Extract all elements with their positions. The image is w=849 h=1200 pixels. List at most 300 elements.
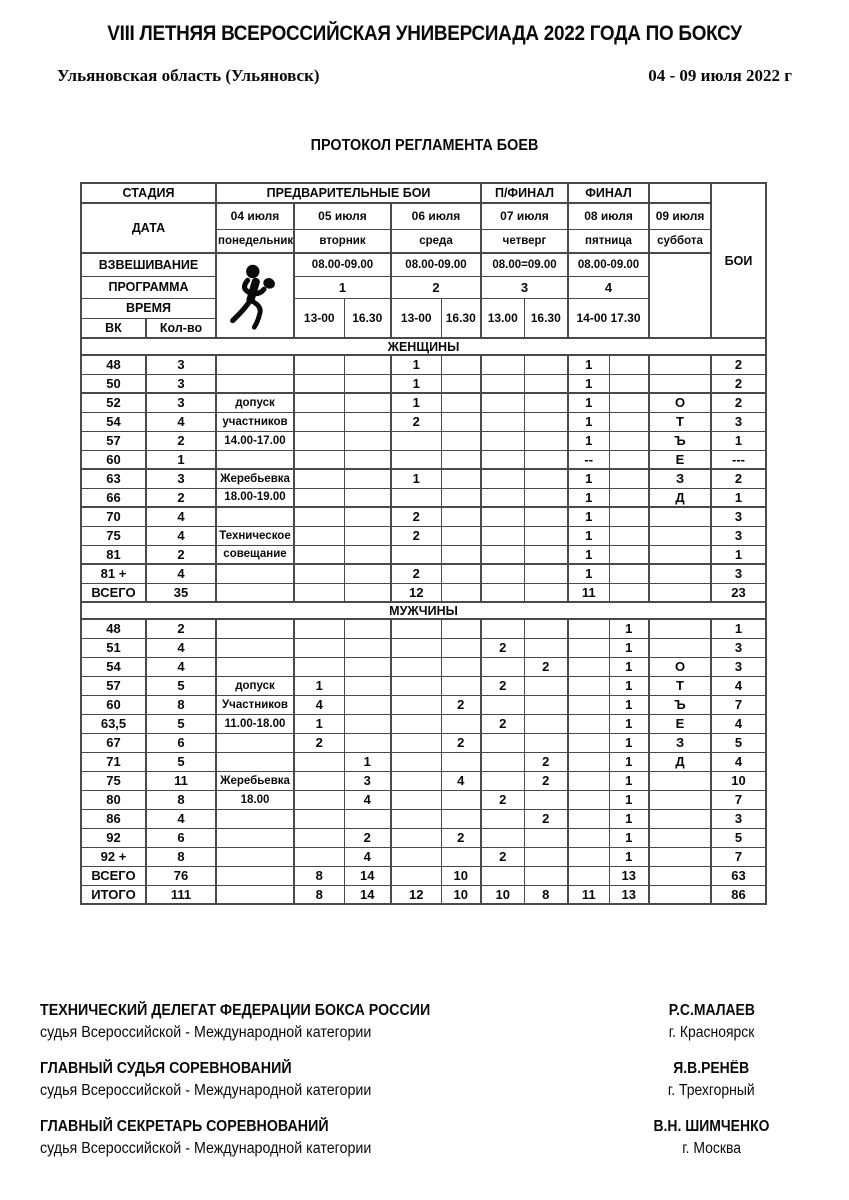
count-cell: 3 — [146, 374, 216, 393]
schedule-cell: 1 — [568, 469, 609, 488]
page-title — [0, 22, 849, 46]
schedule-cell — [294, 583, 344, 602]
schedule-cell — [481, 771, 524, 790]
location-label: Ульяновская область (Ульяновск) — [57, 66, 320, 85]
schedule-cell — [609, 469, 649, 488]
schedule-cell — [649, 771, 711, 790]
weight-class-cell: 70 — [81, 507, 146, 526]
schedule-cell — [294, 355, 344, 374]
schedule-cell — [441, 657, 481, 676]
schedule-cell: 1 — [294, 714, 344, 733]
note-cell — [216, 638, 294, 657]
official-city: г. Москва — [682, 1140, 741, 1157]
schedule-cell: 1 — [609, 828, 649, 847]
schedule-cell: 2 — [294, 733, 344, 752]
schedule-cell — [481, 431, 524, 450]
schedule-cell — [441, 676, 481, 695]
schedule-cell: 2 — [524, 809, 568, 828]
schedule-cell: 1 — [568, 393, 609, 412]
schedule-cell — [649, 507, 711, 526]
note-cell — [216, 564, 294, 583]
boxer-icon-cell — [216, 253, 294, 338]
note-cell — [216, 355, 294, 374]
table-row — [81, 752, 766, 771]
date-label: ДАТА — [81, 203, 216, 253]
date-cell: 06 июля — [391, 203, 481, 229]
session-time-cell: 16.30 — [524, 298, 568, 338]
count-cell: 4 — [146, 412, 216, 431]
weekday-cell: понедельник — [216, 229, 294, 253]
schedule-cell — [524, 488, 568, 507]
bouts-cell: 4 — [711, 752, 766, 771]
program-number-cell: 1 — [294, 276, 391, 298]
schedule-cell — [294, 847, 344, 866]
note-cell: Жеребьевка — [216, 771, 294, 790]
bouts-cell: 2 — [711, 374, 766, 393]
weight-class-cell: 92 + — [81, 847, 146, 866]
schedule-cell — [391, 450, 441, 469]
count-label: Кол-во — [146, 318, 216, 338]
schedule-cell — [609, 431, 649, 450]
section-header-row — [81, 338, 766, 355]
prelim-label: ПРЕДВАРИТЕЛЬНЫЕ БОИ — [216, 183, 481, 203]
schedule-cell: 1 — [609, 771, 649, 790]
schedule-cell — [294, 790, 344, 809]
schedule-cell — [649, 809, 711, 828]
schedule-cell — [391, 545, 441, 564]
schedule-cell — [441, 583, 481, 602]
schedule-cell — [441, 431, 481, 450]
count-cell: 2 — [146, 488, 216, 507]
schedule-cell — [344, 657, 391, 676]
date-cell: 05 июля — [294, 203, 391, 229]
bouts-cell: 5 — [711, 733, 766, 752]
table-row — [81, 828, 766, 847]
note-cell — [216, 507, 294, 526]
schedule-cell — [481, 866, 524, 885]
weighin-time-cell: 08.00-09.00 — [294, 253, 391, 276]
note-cell: Жеребьевка — [216, 469, 294, 488]
section-header-row — [81, 602, 766, 619]
schedule-cell — [649, 619, 711, 638]
schedule-cell: 2 — [481, 714, 524, 733]
schedule-cell: 8 — [294, 866, 344, 885]
schedule-cell: -- — [568, 450, 609, 469]
schedule-cell — [344, 676, 391, 695]
schedule-cell — [481, 583, 524, 602]
schedule-cell: 1 — [568, 374, 609, 393]
schedule-cell — [649, 638, 711, 657]
table-row — [81, 488, 766, 507]
schedule-cell — [441, 564, 481, 583]
schedule-cell — [344, 809, 391, 828]
schedule-cell — [524, 790, 568, 809]
note-cell — [216, 374, 294, 393]
weighin-label: ВЗВЕШИВАНИЕ — [81, 253, 216, 276]
schedule-cell — [568, 771, 609, 790]
schedule-cell: 1 — [609, 847, 649, 866]
weighin-time-cell: 08.00=09.00 — [481, 253, 568, 276]
schedule-cell: Е — [649, 714, 711, 733]
count-cell: 5 — [146, 676, 216, 695]
schedule-cell — [649, 866, 711, 885]
count-cell: 3 — [146, 393, 216, 412]
table-row — [81, 847, 766, 866]
official-entry — [40, 1000, 819, 1044]
schedule-cell: 2 — [481, 790, 524, 809]
schedule-cell: 1 — [609, 809, 649, 828]
schedule-cell — [391, 619, 441, 638]
schedule-cell — [481, 564, 524, 583]
schedule-cell — [481, 393, 524, 412]
event-dates-label: 04 - 09 июля 2022 г — [648, 66, 792, 85]
count-cell: 4 — [146, 507, 216, 526]
schedule-cell — [441, 393, 481, 412]
weight-class-cell: 57 — [81, 676, 146, 695]
note-cell — [216, 885, 294, 904]
schedule-cell — [481, 412, 524, 431]
weight-class-cell: 75 — [81, 771, 146, 790]
weight-class-cell: ВСЕГО — [81, 583, 146, 602]
schedule-cell — [481, 733, 524, 752]
schedule-cell: 14 — [344, 866, 391, 885]
table-row — [81, 374, 766, 393]
table-row — [81, 583, 766, 602]
schedule-cell — [294, 393, 344, 412]
officials-block — [40, 1000, 819, 1174]
schedule-cell: 4 — [344, 790, 391, 809]
count-cell: 8 — [146, 790, 216, 809]
schedule-cell — [524, 847, 568, 866]
table-row — [81, 450, 766, 469]
schedule-cell: 1 — [391, 469, 441, 488]
schedule-cell — [481, 752, 524, 771]
table-row — [81, 469, 766, 488]
schedule-cell — [344, 526, 391, 545]
weighin-time-cell: 08.00-09.00 — [568, 253, 649, 276]
schedule-cell: 3 — [344, 771, 391, 790]
schedule-cell — [649, 828, 711, 847]
protocol-title-text: ПРОТОКОЛ РЕГЛАМЕНТА БОЕВ — [310, 137, 539, 154]
schedule-cell — [344, 507, 391, 526]
bouts-cell: 2 — [711, 393, 766, 412]
note-cell: 11.00-18.00 — [216, 714, 294, 733]
weight-class-cell: 75 — [81, 526, 146, 545]
schedule-cell: 2 — [391, 526, 441, 545]
schedule-cell: О — [649, 657, 711, 676]
schedule-cell: 1 — [609, 638, 649, 657]
table-row — [81, 619, 766, 638]
schedule-cell — [441, 412, 481, 431]
schedule-cell — [609, 374, 649, 393]
schedule-cell — [524, 733, 568, 752]
stage-empty-cell — [649, 183, 711, 203]
schedule-cell — [391, 638, 441, 657]
bouts-cell: 5 — [711, 828, 766, 847]
schedule-cell — [481, 355, 524, 374]
program-number-cell: 4 — [568, 276, 649, 298]
schedule-cell: 1 — [391, 374, 441, 393]
schedule-cell — [391, 733, 441, 752]
weekday-cell: суббота — [649, 229, 711, 253]
official-title: ТЕХНИЧЕСКИЙ ДЕЛЕГАТ ФЕДЕРАЦИИ БОКСА РОССИИ — [40, 1002, 431, 1019]
schedule-cell — [609, 507, 649, 526]
note-cell: допуск — [216, 676, 294, 695]
schedule-cell: 2 — [481, 847, 524, 866]
schedule-cell — [524, 450, 568, 469]
program-number-cell: 2 — [391, 276, 481, 298]
count-cell: 4 — [146, 657, 216, 676]
schedule-cell — [441, 847, 481, 866]
schedule-cell: 1 — [568, 355, 609, 374]
schedule-cell: Е — [649, 450, 711, 469]
official-name: В.Н. ШИМЧЕНКО — [653, 1118, 770, 1135]
weight-class-cell: 63,5 — [81, 714, 146, 733]
schedule-cell: 4 — [294, 695, 344, 714]
table-row — [81, 526, 766, 545]
schedule-cell: 1 — [609, 752, 649, 771]
schedule-cell — [294, 619, 344, 638]
schedule-cell — [481, 695, 524, 714]
schedule-cell: 1 — [568, 412, 609, 431]
bouts-cell: 3 — [711, 809, 766, 828]
note-cell — [216, 657, 294, 676]
schedule-cell — [294, 469, 344, 488]
note-cell: совещание — [216, 545, 294, 564]
final-label: ФИНАЛ — [568, 183, 649, 203]
schedule-cell — [294, 526, 344, 545]
schedule-cell: Д — [649, 752, 711, 771]
schedule-cell — [391, 752, 441, 771]
schedule-cell — [294, 638, 344, 657]
saturday-empty-cell — [649, 253, 711, 338]
table-row — [81, 431, 766, 450]
page-title-text: VIII ЛЕТНЯЯ ВСЕРОССИЙСКАЯ УНИВЕРСИАДА 2022 ГОДА ПО БОКСУ — [107, 22, 742, 45]
schedule-cell — [524, 431, 568, 450]
note-cell — [216, 583, 294, 602]
schedule-cell: 1 — [609, 714, 649, 733]
schedule-cell — [609, 412, 649, 431]
schedule-cell — [441, 488, 481, 507]
weight-class-cell: 54 — [81, 412, 146, 431]
table-row — [81, 790, 766, 809]
schedule-cell: 4 — [441, 771, 481, 790]
schedule-cell — [524, 469, 568, 488]
schedule-cell — [294, 564, 344, 583]
schedule-cell: 1 — [294, 676, 344, 695]
schedule-cell — [568, 676, 609, 695]
table-row — [81, 771, 766, 790]
weight-class-cell: 48 — [81, 355, 146, 374]
count-cell: 4 — [146, 564, 216, 583]
schedule-cell — [294, 450, 344, 469]
schedule-cell — [441, 526, 481, 545]
table-row — [81, 714, 766, 733]
bouts-cell: 3 — [711, 412, 766, 431]
weekday-cell: вторник — [294, 229, 391, 253]
count-cell: 2 — [146, 545, 216, 564]
schedule-cell — [294, 374, 344, 393]
schedule-cell — [441, 545, 481, 564]
official-entry — [40, 1116, 819, 1160]
schedule-cell: 1 — [568, 526, 609, 545]
schedule-cell — [649, 790, 711, 809]
schedule-cell — [609, 355, 649, 374]
schedule-cell: 2 — [524, 771, 568, 790]
schedule-cell — [294, 545, 344, 564]
official-subtitle: судья Всероссийской - Международной категории — [40, 1024, 372, 1041]
table-row — [81, 507, 766, 526]
session-time-cell: 13.00 — [481, 298, 524, 338]
schedule-cell — [649, 545, 711, 564]
note-cell: Участников — [216, 695, 294, 714]
bouts-cell: 3 — [711, 657, 766, 676]
semifinal-label: П/ФИНАЛ — [481, 183, 568, 203]
schedule-cell — [568, 638, 609, 657]
note-cell: допуск — [216, 393, 294, 412]
bouts-cell: 1 — [711, 545, 766, 564]
schedule-cell — [294, 488, 344, 507]
schedule-cell — [294, 809, 344, 828]
schedule-cell: 10 — [481, 885, 524, 904]
schedule-cell — [524, 526, 568, 545]
schedule-cell — [391, 657, 441, 676]
schedule-cell — [391, 828, 441, 847]
weight-class-cell: 67 — [81, 733, 146, 752]
table-row — [81, 657, 766, 676]
schedule-cell — [524, 828, 568, 847]
weight-class-cell: 50 — [81, 374, 146, 393]
note-cell: Техническое — [216, 526, 294, 545]
date-cell: 08 июля — [568, 203, 649, 229]
bouts-cell: 2 — [711, 469, 766, 488]
bouts-cell: 1 — [711, 488, 766, 507]
schedule-cell — [609, 488, 649, 507]
bouts-cell: 23 — [711, 583, 766, 602]
schedule-cell — [344, 714, 391, 733]
schedule-cell — [524, 638, 568, 657]
bouts-cell: 7 — [711, 695, 766, 714]
schedule-cell: 2 — [391, 507, 441, 526]
schedule-cell — [481, 469, 524, 488]
schedule-cell — [344, 431, 391, 450]
schedule-cell — [568, 714, 609, 733]
schedule-cell: 1 — [391, 355, 441, 374]
schedule-cell — [609, 564, 649, 583]
weight-class-cell: 54 — [81, 657, 146, 676]
schedule-cell — [481, 507, 524, 526]
schedule-cell — [481, 374, 524, 393]
bouts-cell: 63 — [711, 866, 766, 885]
table-row — [81, 809, 766, 828]
schedule-cell — [294, 507, 344, 526]
schedule-cell — [344, 393, 391, 412]
schedule-cell: 2 — [391, 412, 441, 431]
schedule-cell — [524, 393, 568, 412]
note-cell: 14.00-17.00 — [216, 431, 294, 450]
schedule-cell — [344, 488, 391, 507]
count-cell: 2 — [146, 619, 216, 638]
schedule-cell — [344, 583, 391, 602]
schedule-cell — [481, 526, 524, 545]
schedule-cell — [568, 828, 609, 847]
schedule-cell — [481, 545, 524, 564]
schedule-cell — [344, 374, 391, 393]
schedule-cell: 1 — [609, 695, 649, 714]
schedule-cell — [481, 657, 524, 676]
weight-class-cell: 81 + — [81, 564, 146, 583]
bouts-column-label: БОИ — [711, 183, 766, 338]
count-cell: 2 — [146, 431, 216, 450]
date-cell: 07 июля — [481, 203, 568, 229]
bouts-cell: 2 — [711, 355, 766, 374]
schedule-cell — [391, 676, 441, 695]
schedule-cell — [344, 638, 391, 657]
weight-class-cell: 81 — [81, 545, 146, 564]
program-number-cell: 3 — [481, 276, 568, 298]
schedule-cell — [649, 374, 711, 393]
schedule-cell — [609, 526, 649, 545]
weekday-cell: пятница — [568, 229, 649, 253]
weight-class-cell: ИТОГО — [81, 885, 146, 904]
date-cell: 04 июля — [216, 203, 294, 229]
schedule-cell: 14 — [344, 885, 391, 904]
schedule-cell — [441, 355, 481, 374]
schedule-cell: Д — [649, 488, 711, 507]
count-cell: 6 — [146, 733, 216, 752]
schedule-cell — [524, 374, 568, 393]
table-row — [81, 564, 766, 583]
schedule-cell: 2 — [441, 733, 481, 752]
official-city: г. Красноярск — [668, 1024, 755, 1041]
schedule-cell — [344, 355, 391, 374]
schedule-cell: 2 — [524, 657, 568, 676]
weight-class-cell: 57 — [81, 431, 146, 450]
note-cell — [216, 733, 294, 752]
schedule-cell — [391, 847, 441, 866]
schedule-cell: 13 — [609, 866, 649, 885]
bouts-cell: 4 — [711, 714, 766, 733]
official-city: г. Трехгорный — [668, 1082, 755, 1099]
schedule-cell — [441, 638, 481, 657]
schedule-cell — [294, 412, 344, 431]
table-row — [81, 545, 766, 564]
schedule-cell — [481, 450, 524, 469]
weekday-cell: четверг — [481, 229, 568, 253]
schedule-cell — [524, 545, 568, 564]
schedule-cell — [391, 771, 441, 790]
schedule-cell: Ъ — [649, 431, 711, 450]
schedule-cell — [481, 828, 524, 847]
date-row — [81, 203, 766, 229]
bouts-cell: 3 — [711, 564, 766, 583]
count-cell: 4 — [146, 809, 216, 828]
count-cell: 4 — [146, 526, 216, 545]
section-title: МУЖЧИНЫ — [81, 602, 766, 619]
note-cell — [216, 619, 294, 638]
schedule-cell — [391, 714, 441, 733]
schedule-cell: 1 — [609, 676, 649, 695]
bouts-cell: 86 — [711, 885, 766, 904]
count-cell: 3 — [146, 469, 216, 488]
schedule-cell — [344, 469, 391, 488]
schedule-cell — [609, 450, 649, 469]
schedule-cell — [344, 695, 391, 714]
schedule-cell — [524, 507, 568, 526]
schedule-cell: 2 — [524, 752, 568, 771]
table-row — [81, 885, 766, 904]
bouts-cell: 1 — [711, 619, 766, 638]
